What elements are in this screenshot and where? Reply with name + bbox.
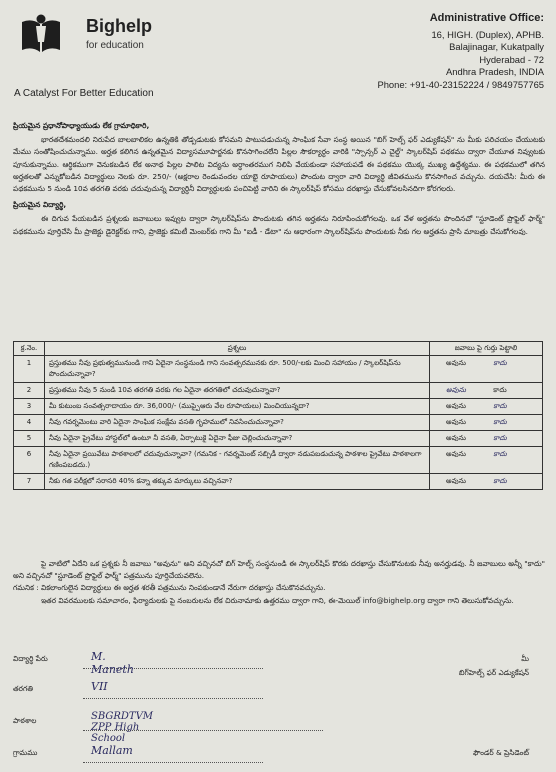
answer-no[interactable]: కాదు bbox=[493, 359, 507, 367]
table-row bbox=[14, 415, 543, 431]
brand-subtitle: for education bbox=[86, 40, 144, 51]
tagline: A Catalyst For Better Education bbox=[14, 88, 154, 99]
student-details bbox=[13, 650, 545, 772]
row-question: నీకు గత పరీక్షలో సరాసరి 40% కన్నా తక్కువ మార్కులు వచ్చినవా? bbox=[45, 474, 430, 490]
col-answer-header: జవాబు పై గుర్తు పెట్టాలి bbox=[430, 342, 543, 356]
table-row bbox=[14, 356, 543, 383]
table-row bbox=[14, 399, 543, 415]
row-number: 6 bbox=[14, 447, 45, 474]
signature-title: ఫౌండర్ & ప్రెసిడెంట్ bbox=[472, 748, 529, 757]
answer-yes[interactable]: అవును bbox=[446, 450, 466, 458]
signature-closing: మీ bbox=[521, 654, 529, 663]
row-question: ప్రస్తుతము నీవు ప్రభుత్వమునుండి గాని ఏదైనా సంస్థనుండి గాని సంవత్సరమునకు రూ. 500/-లకు మించి సహాయం / స్కాలర్‌షిప్‌ను పొందుచున్నావా? bbox=[45, 356, 430, 383]
office-line: Hyderabad - 72 bbox=[479, 53, 544, 65]
col-number-header: క్ర.నెం. bbox=[14, 342, 45, 356]
table-row bbox=[14, 447, 543, 474]
table-row bbox=[14, 431, 543, 447]
student-paragraph: ఈ దిగువ పేయబడిన ప్రశ్నలకు జవాబులు ఇవ్వుట ద్వారా స్కాలర్‌షిప్‌ను పొందుటకు తగిన అర్హతను నిరూపించుకోగలవు. ఒక వేళ అర్హతను పొందినచో "స్టూడెంట్ ప్రొఫైల్ ఫార్మ్" పథకమును పూర్తిచేసి మీ ప్రాజెక్టు డైరెక్టర్‌కు గాని, ప్రాజెక్టు కమిటీ మెంబర్‌కు గాని మీ "ఐడీ - డేటా" ను ఆధారంగా స్కాలర్‌షిప్‌ను పొందుటకు నీకు గల అర్హతను ప్రాసి మాబత్రు చేసుకోగలవు. bbox=[13, 214, 545, 236]
office-line: 16, HIGH. (Duplex), APHB. bbox=[431, 28, 544, 40]
row-number: 2 bbox=[14, 383, 45, 399]
answer-yes[interactable]: అవును bbox=[446, 418, 466, 426]
name-label: విద్యార్థి పేరు bbox=[13, 654, 48, 663]
class-field[interactable] bbox=[83, 684, 263, 699]
office-address bbox=[377, 12, 544, 92]
answer-yes[interactable]: అవును bbox=[446, 359, 466, 367]
intro-paragraph: భారతదేశమందలి నిరుపేద బాలబాలికల ఉన్నతికి తోడ్పడుటకు కోసమని పాటుపడుచున్న సాంఘిక సేవా సంస్థ అయిన "బిగ్ హెల్ప్ ఫర్ ఎడ్యుకేషన్" ను మీకు పరిచయం చేయుటకు మేము సంతోషించుచున్నాము. అర్హత కలిగిన ఉన్నతమైన విద్యాసమూపార్జనకు కొనసాగించలేని పిల్లల సౌకర్యార్థం వారికి "స్పాన్సర్ ఎ చైల్డ్" స్కాలర్‌షిప్ పథకము ద్వారా చేయూత నివ్వుటకు పూనుకున్నాము. ఆర్థికముగా వెనుకబడిన లేక అనాథ పిల్లల పాలిట విద్యను అర్థాంతరముగ నిలిపి వేయకుండా సహాయపడే ఈ పథకము యొక్క ముఖ్య ఉద్దేశ్యము. ఈ పథకములో తగిన అర్హతలతో ఎన్నుకోబడిన విద్యార్థులు నెలకు రూ. 250/- (అక్షరాల రెండువందల యాభై రూపాయలు) పొందుట ద్వారా వారి విద్యార్థి జీవితమును కొనసాగించ వచ్చును. దయచేసి: మీరు ఈ పథకమును 5 నుండి 10వ తరగతి వరకు చదువుచున్న విద్యార్థినీ విద్యార్థులకు పంచిపెట్టి వారిని ఈ స్కాలర్‌షిప్ కోసము దరఖాస్తు చేసుకోవలసినదిగా కోరగలరు. bbox=[13, 135, 545, 194]
table-header-row bbox=[14, 342, 543, 356]
row-question: ప్రస్తుతము నీవు 5 నుండి 10వ తరగతి వరకు గల ఏదైనా తరగతిలో చదువుచున్నావా? bbox=[45, 383, 430, 399]
eligibility-note: పై వాటిలో ఏదేని ఒక ప్రశ్నకు నీ జవాబు "అవును" అని వచ్చినచో బిగ్ హెల్ప్ సంస్థనుండి ఈ స్కాలర్‌షిప్ కొరకు దరఖాస్తు చేసుకొనుటకు నీవు అనర్హుడవు. నీ జవాబులు అన్నీ "కాదు" అని వచ్చినచో "స్టూడెంట్ ప్రొఫైల్ ఫార్మ్" పత్రమును పూర్తిచేయవలెను. bbox=[13, 559, 545, 581]
answer-no[interactable]: కాదు bbox=[493, 418, 507, 426]
row-answer[interactable] bbox=[430, 383, 543, 399]
row-number: 7 bbox=[14, 474, 45, 490]
answer-yes[interactable]: అవును bbox=[446, 477, 466, 485]
brand-name: Bighelp bbox=[86, 16, 152, 36]
answer-no[interactable]: కాదు bbox=[493, 477, 507, 485]
row-number: 5 bbox=[14, 431, 45, 447]
letter-body bbox=[13, 120, 545, 240]
name-value: M. Maneth bbox=[91, 650, 134, 676]
salutation: ప్రియమైన ప్రధానోపాధ్యాయుడు లేక గ్రామాధికారి, bbox=[13, 121, 150, 130]
table-row bbox=[14, 383, 543, 399]
school-label: పాఠశాల bbox=[13, 716, 37, 725]
class-label: తరగతి bbox=[13, 684, 33, 693]
student-salutation: ప్రియమైన విద్యార్థి, bbox=[13, 200, 67, 210]
office-title: Administrative Office: bbox=[429, 12, 544, 24]
row-question: మీ కుటుంబ సంవత్సరాదాయం రూ. 36,000/- (ముప్పైఆరు వేల రూపాయలు) మించియున్నదా? bbox=[45, 399, 430, 415]
school-value: SBGRDTVM ZPP High School bbox=[91, 711, 154, 744]
answer-no[interactable]: కాదు bbox=[493, 402, 507, 410]
answer-yes[interactable]: అవును bbox=[446, 402, 466, 410]
signature-org: బిగ్‌హెల్ప్ ఫర్ ఎడ్యుకేషన్ bbox=[458, 668, 529, 677]
class-value: VII bbox=[91, 680, 108, 693]
answer-yes[interactable]: అవును bbox=[446, 434, 466, 442]
office-line: Andhra Pradesh, INDIA bbox=[446, 66, 544, 78]
contact-note: ఇతర వివరములకు సమాచారం, ఫిర్యాదులకు పై నంబరులను లేక చిరునామాకు ఉత్తరము ద్వారా గాని, ఈ-మెయిల్ info@bighelp.org ద్వారా గాని తెలుసుకోవచ్చును. bbox=[41, 595, 514, 605]
row-answer[interactable] bbox=[430, 431, 543, 447]
village-value: Mallam bbox=[91, 744, 133, 757]
letterhead bbox=[0, 0, 556, 112]
row-number: 1 bbox=[14, 356, 45, 383]
office-line: Balajinagar, Kukatpally bbox=[449, 41, 544, 53]
village-label: గ్రామము bbox=[13, 748, 38, 757]
row-question: నీవు ఏదైనా ప్రైవేటు హాస్టల్‌లో ఉంటూ నీ వసతి, ఏర్పాటుకై ఏదైనా ఫీజు చెల్లించుచున్నావా? bbox=[45, 431, 430, 447]
disability-note: గమనిక : వికలాంగులైన విద్యార్థులు ఈ అర్హత శరతీ పత్రమును నింపకుండానే నేరుగా దరఖాస్తు చేసుకొనవచ్చును. bbox=[13, 583, 326, 593]
office-phone: Phone: +91-40-23152224 / 9849757765 bbox=[377, 78, 544, 90]
answer-no[interactable]: కాదు bbox=[493, 450, 507, 458]
col-question-header: ప్రశ్నలు bbox=[45, 342, 430, 356]
row-answer[interactable] bbox=[430, 415, 543, 431]
row-question: నీవు ఏదైనా ప్రయివేటు పాఠశాలలో చదువుచున్నావా? (గమనిక - గవర్నమెంట్ సబ్సిడీ ద్వారా నడుపబడుచున్న పాఠశాల ప్రైవేటు పాఠశాలగా గణింపబడదు.) bbox=[45, 447, 430, 474]
row-number: 4 bbox=[14, 415, 45, 431]
row-answer[interactable] bbox=[430, 474, 543, 490]
eligibility-table bbox=[13, 341, 543, 490]
answer-yes[interactable]: అవును bbox=[446, 386, 466, 394]
row-answer[interactable] bbox=[430, 356, 543, 383]
row-answer[interactable] bbox=[430, 447, 543, 474]
footer-notes bbox=[13, 558, 545, 607]
answer-no[interactable]: కాదు bbox=[493, 434, 507, 442]
row-question: నీవు గవర్నమెంటు వారి ఏదైనా సాంఘిక సంక్షేమ వసతి గృహములో నివసించుచున్నావా? bbox=[45, 415, 430, 431]
row-number: 3 bbox=[14, 399, 45, 415]
table-row bbox=[14, 474, 543, 490]
bighelp-logo bbox=[18, 12, 64, 58]
answer-no[interactable]: కాదు bbox=[493, 386, 507, 394]
row-answer[interactable] bbox=[430, 399, 543, 415]
